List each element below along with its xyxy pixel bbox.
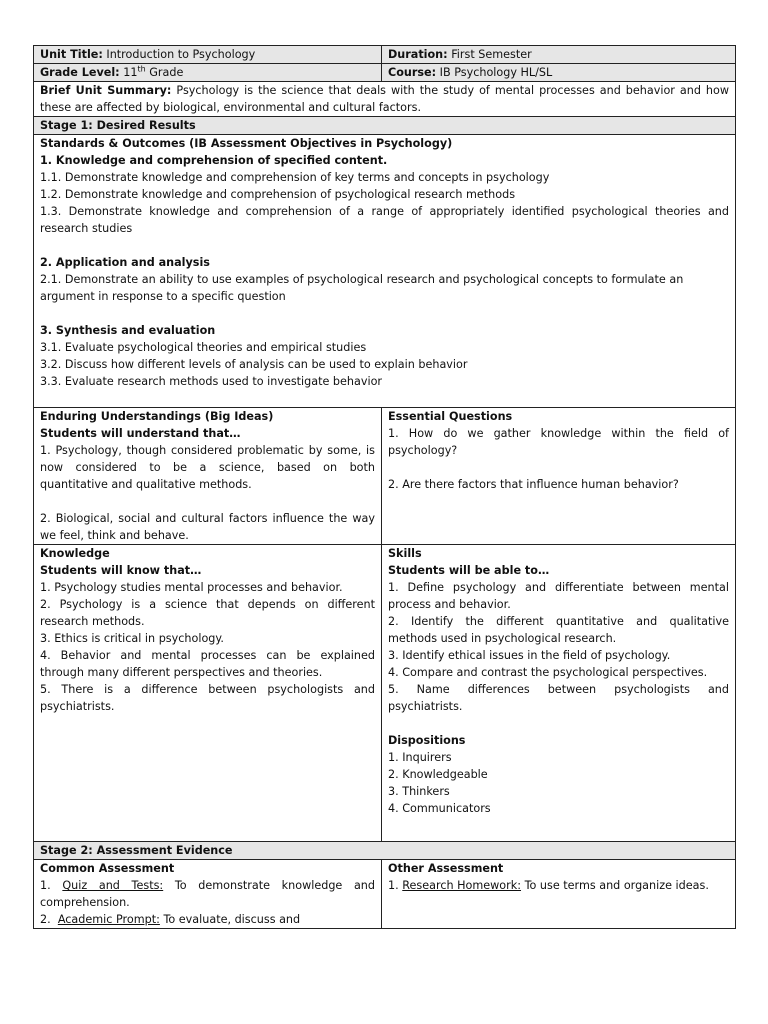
course-cell <box>382 64 736 82</box>
stage1-title-row <box>34 117 736 135</box>
knowledge-item: 5. There is a difference between psychologists and psychiatrists. <box>40 683 375 713</box>
enduring-item: 2. Biological, social and cultural factors influence the way we feel, think and behave. <box>40 512 375 542</box>
skills-item: 4. Compare and contrast the psychological perspectives. <box>388 666 708 679</box>
other-assessment-item <box>388 877 729 894</box>
skills-subheading: Students will be able to… <box>388 564 550 577</box>
essential-questions-cell <box>382 408 736 545</box>
disposition-item: 1. Inquirers <box>388 751 452 764</box>
grade-course-row <box>34 64 736 82</box>
stage2-title-cell <box>34 842 736 860</box>
academic-prompt-label: Academic Prompt: <box>57 913 160 926</box>
essential-item: 2. Are there factors that influence human behavior? <box>388 478 679 491</box>
standards-item: 3.1. Evaluate psychological theories and empirical studies <box>40 341 367 354</box>
other-item-number: 1. <box>388 879 399 892</box>
common-assessment-item <box>40 911 375 928</box>
standards-group-heading: 2. Application and analysis <box>40 256 210 269</box>
assessment-row <box>34 860 736 929</box>
common-item-number: 2. <box>40 913 51 926</box>
knowledge-subheading: Students will know that… <box>40 564 202 577</box>
grade-level-suffix: th <box>137 64 146 74</box>
standards-item: 1.1. Demonstrate knowledge and comprehension of key terms and concepts in psychology <box>40 171 550 184</box>
enduring-item: 1. Psychology, though considered problematic by some, is now considered to be a science, based on both quantitative and qualitative methods. <box>40 444 375 491</box>
skills-item: 5. Name differences between psychologists and psychiatrists. <box>388 683 729 713</box>
grade-level-word: Grade <box>149 66 184 79</box>
knowledge-skills-row <box>34 545 736 842</box>
standards-group-heading: 3. Synthesis and evaluation <box>40 324 216 337</box>
dispositions-heading: Dispositions <box>388 734 466 747</box>
understandings-row <box>34 408 736 545</box>
other-assessment-cell <box>382 860 736 929</box>
standards-item: 1.2. Demonstrate knowledge and comprehension of psychological research methods <box>40 188 516 201</box>
duration-cell <box>382 46 736 64</box>
enduring-subheading: Students will understand that… <box>40 427 241 440</box>
knowledge-item: 4. Behavior and mental processes can be explained through many different perspectives and theories. <box>40 649 375 679</box>
standards-item: 2.1. Demonstrate an ability to use examples of psychological research and psychological concepts to formulate an argument in response to a specific question <box>40 273 684 303</box>
stage1-title: Stage 1: Desired Results <box>40 119 196 132</box>
stage1-title-cell <box>34 117 736 135</box>
common-assessment-heading: Common Assessment <box>40 862 175 875</box>
course-value: IB Psychology HL/SL <box>439 66 553 79</box>
summary-cell <box>34 82 736 117</box>
knowledge-heading: Knowledge <box>40 547 110 560</box>
skills-item: 1. Define psychology and differentiate between mental process and behavior. <box>388 581 729 611</box>
standards-group-heading: 1. Knowledge and comprehension of specified content. <box>40 154 388 167</box>
summary-row <box>34 82 736 117</box>
grade-level-number: 11 <box>123 66 138 79</box>
skills-heading: Skills <box>388 547 422 560</box>
enduring-understandings-cell <box>34 408 382 545</box>
common-item-text: To evaluate, discuss and <box>163 913 301 926</box>
unit-title-row <box>34 46 736 64</box>
knowledge-cell <box>34 545 382 842</box>
summary-label: Brief Unit Summary: <box>40 84 172 97</box>
skills-cell <box>382 545 736 842</box>
knowledge-item: 3. Ethics is critical in psychology. <box>40 632 224 645</box>
standards-item: 1.3. Demonstrate knowledge and comprehension of a range of appropriately identified psychological theories and research studies <box>40 205 729 235</box>
essential-heading: Essential Questions <box>388 410 513 423</box>
common-assessment-item <box>40 877 375 911</box>
course-label: Course: <box>388 66 437 79</box>
standards-cell <box>34 135 736 408</box>
knowledge-item: 2. Psychology is a science that depends on different research methods. <box>40 598 375 628</box>
knowledge-item: 1. Psychology studies mental processes and behavior. <box>40 581 343 594</box>
other-assessment-heading: Other Assessment <box>388 862 504 875</box>
skills-item: 3. Identify ethical issues in the field of psychology. <box>388 649 671 662</box>
summary-text: Psychology is the science that deals with the study of mental processes and behavior and how these are affected by biological, environmental and cultural factors. <box>40 84 730 114</box>
disposition-item: 3. Thinkers <box>388 785 450 798</box>
common-item-text: To demonstrate knowledge and comprehension. <box>40 879 376 909</box>
research-homework-label: Research Homework: <box>402 879 522 892</box>
standards-row <box>34 135 736 408</box>
duration-label: Duration: <box>388 48 448 61</box>
stage2-title: Stage 2: Assessment Evidence <box>40 844 233 857</box>
standards-item: 3.2. Discuss how different levels of analysis can be used to explain behavior <box>40 358 468 371</box>
grade-level-label: Grade Level: <box>40 66 120 79</box>
standards-item: 3.3. Evaluate research methods used to investigate behavior <box>40 375 383 388</box>
enduring-heading: Enduring Understandings (Big Ideas) <box>40 410 274 423</box>
unit-title-label: Unit Title: <box>40 48 103 61</box>
grade-level-cell <box>34 64 382 82</box>
common-assessment-cell <box>34 860 382 929</box>
skills-item: 2. Identify the different quantitative and qualitative methods used in psychological research. <box>388 615 729 645</box>
unit-plan-table <box>33 45 736 929</box>
duration-value: First Semester <box>451 48 532 61</box>
other-item-text: To use terms and organize ideas. <box>524 879 709 892</box>
quiz-and-tests-label: Quiz and Tests: <box>62 879 164 892</box>
unit-title-value: Introduction to Psychology <box>106 48 256 61</box>
common-item-number: 1. <box>40 879 51 892</box>
disposition-item: 4. Communicators <box>388 802 491 815</box>
unit-title-cell <box>34 46 382 64</box>
essential-item: 1. How do we gather knowledge within the field of psychology? <box>388 427 729 457</box>
standards-heading: Standards & Outcomes (IB Assessment Objectives in Psychology) <box>40 137 453 150</box>
disposition-item: 2. Knowledgeable <box>388 768 488 781</box>
stage2-title-row <box>34 842 736 860</box>
